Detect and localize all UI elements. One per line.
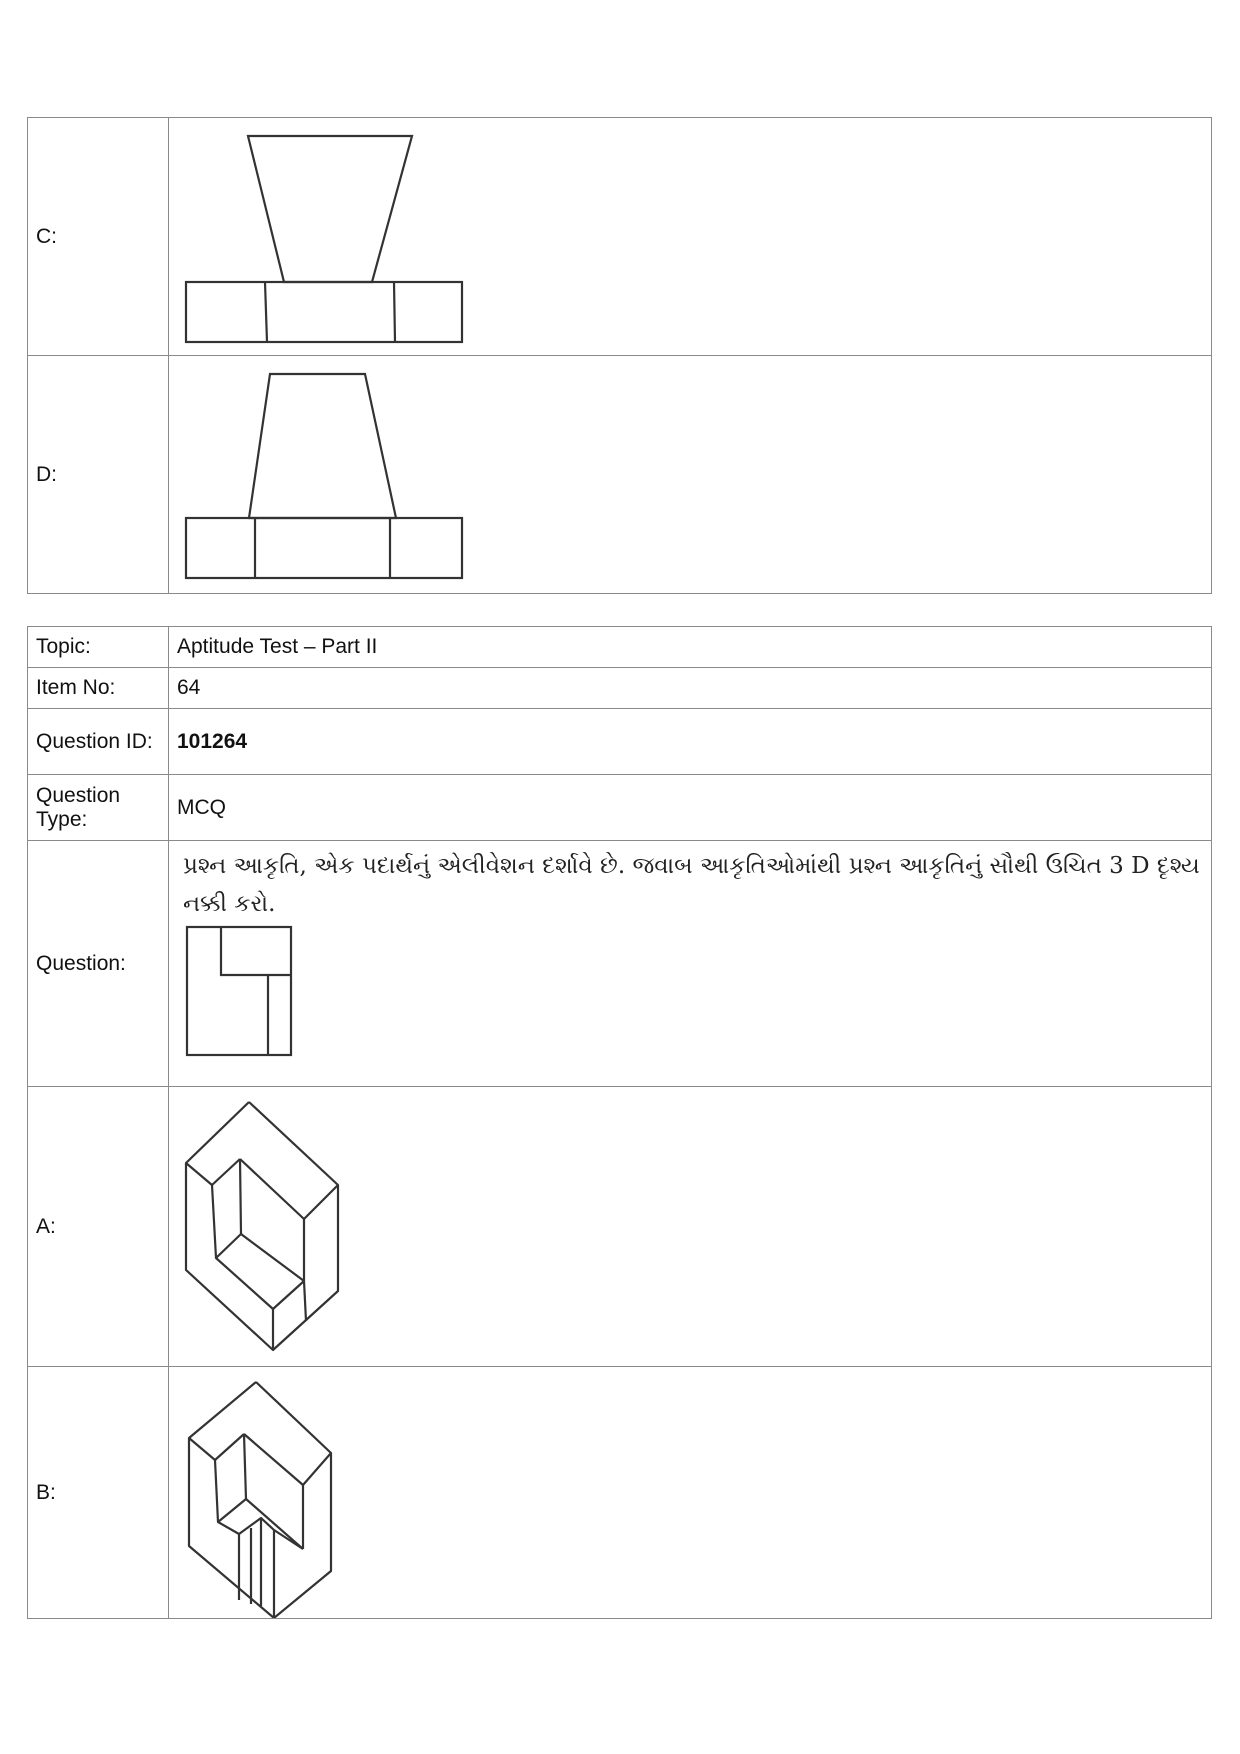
option-row-a <box>28 1087 1212 1367</box>
base-block <box>186 518 462 578</box>
question-id-label: Question ID: <box>28 709 169 775</box>
option-label-a: A: <box>28 1087 169 1367</box>
option-row-d <box>28 356 1212 594</box>
isometric-figure-b-icon <box>169 1368 569 1618</box>
elevation-outline <box>187 927 291 1055</box>
question-text: પ્રશ્ન આકૃતિ, એક પદાર્થનું એલીવેશન દર્શાવે છે. જવાબ આકૃતિઓમાંથી પ્રશ્ન આકૃતિનું સૌથી ઉચિત 3 D દૃશ્ય નક્કી કરો. <box>183 853 1200 917</box>
question-label: Question: <box>28 841 169 1087</box>
option-label-c: C: <box>28 118 169 356</box>
trapezoid-on-base-figure-c-icon <box>169 119 569 355</box>
right-lower-vertical <box>304 1281 306 1321</box>
question-type-value: MCQ <box>169 775 1212 841</box>
question-id-value: 101264 <box>169 709 1212 775</box>
option-figure-c-cell <box>169 118 1212 356</box>
topic-label: Topic: <box>28 627 169 668</box>
topic-value: Aptitude Test – Part II <box>169 627 1212 668</box>
option-row-c <box>28 118 1212 356</box>
option-label-b: B: <box>28 1367 169 1619</box>
options-table-top <box>27 117 1212 594</box>
trapezoid-shape <box>248 136 412 282</box>
question-type-label: Question Type: <box>28 775 169 841</box>
item-value: 64 <box>169 668 1212 709</box>
elevation-figure-icon <box>185 925 325 1065</box>
question-id-row <box>28 709 1212 775</box>
option-figure-b-cell <box>169 1367 1212 1619</box>
top-inner-left <box>189 1434 244 1460</box>
question-type-row <box>28 775 1212 841</box>
option-figure-d-cell <box>169 356 1212 594</box>
option-row-b <box>28 1367 1212 1619</box>
item-row <box>28 668 1212 709</box>
question-content-cell <box>169 841 1212 1087</box>
base-divider-left <box>265 282 267 342</box>
top-inner-left <box>186 1159 240 1185</box>
trapezoid-on-base-figure-d-icon <box>169 357 569 593</box>
inner-vertical <box>244 1434 246 1499</box>
topic-row <box>28 627 1212 668</box>
outer-outline <box>186 1102 338 1350</box>
option-label-d: D: <box>28 356 169 594</box>
elevation-upper-step <box>221 927 291 975</box>
inner-floor <box>216 1234 304 1281</box>
question-table <box>27 626 1212 1619</box>
trapezoid-shape <box>249 374 396 518</box>
isometric-figure-a-icon <box>169 1088 569 1366</box>
item-label: Item No: <box>28 668 169 709</box>
base-block <box>186 282 462 342</box>
option-figure-a-cell <box>169 1087 1212 1367</box>
top-inner-right <box>240 1159 338 1219</box>
base-divider-right <box>394 282 395 342</box>
question-row <box>28 841 1212 1087</box>
inner-vertical <box>240 1159 241 1234</box>
